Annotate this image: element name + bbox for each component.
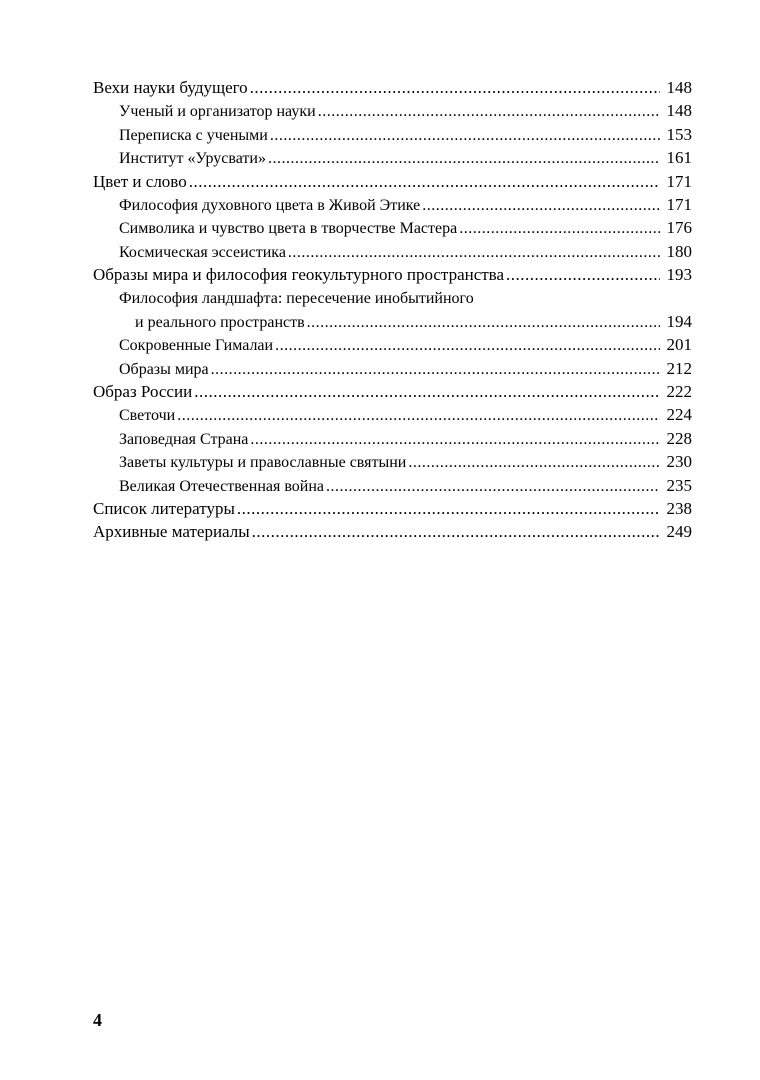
toc-entry[interactable] <box>93 333 692 356</box>
toc-leader-dots <box>268 147 660 170</box>
toc-entry-title: Переписка с учеными <box>119 126 268 144</box>
toc-leader-dots <box>252 520 660 543</box>
toc-entry[interactable] <box>93 193 692 216</box>
toc-entry-title: Ученый и организатор науки <box>119 103 316 121</box>
toc-entry[interactable] <box>93 123 692 146</box>
toc-entry[interactable] <box>93 170 692 193</box>
toc-entry-title: Философия ландшафта: пересечение инобытийного <box>119 289 474 307</box>
toc-leader-dots <box>211 358 660 381</box>
toc-leader-dots <box>275 334 660 357</box>
toc-leader-dots <box>270 124 660 147</box>
toc-entry-title: Цвет и слово <box>93 171 187 191</box>
toc-entry-title: Сокровенные Гималаи <box>119 337 274 355</box>
table-of-contents <box>93 76 692 544</box>
toc-leader-dots <box>459 217 660 240</box>
toc-entry-title: Архивные материалы <box>93 522 250 542</box>
toc-entry[interactable] <box>93 76 692 99</box>
toc-entry-title: Список литературы <box>93 499 235 519</box>
toc-entry-page: 180 <box>666 241 692 261</box>
toc-leader-dots <box>307 311 660 334</box>
toc-entry-page: 238 <box>666 499 692 519</box>
toc-leader-dots <box>237 497 660 520</box>
toc-entry-title: Образы мира <box>119 360 209 378</box>
toc-entry-page: 161 <box>666 148 692 168</box>
toc-entry[interactable] <box>93 450 692 473</box>
toc-entry-title: Заветы культуры и православные святыни <box>119 454 407 472</box>
toc-entry-title: Великая Отечественная война <box>119 477 325 495</box>
toc-entry-page: 228 <box>666 428 692 448</box>
toc-entry[interactable] <box>93 310 692 333</box>
toc-entry-page: 201 <box>666 335 692 355</box>
toc-entry[interactable] <box>93 99 692 122</box>
toc-entry-page: 176 <box>666 218 692 238</box>
toc-entry-first-line[interactable] <box>93 287 692 310</box>
toc-leader-dots <box>177 404 660 427</box>
toc-entry[interactable] <box>93 263 692 286</box>
toc-entry-title: Светочи <box>119 407 176 425</box>
toc-entry-page: 171 <box>666 171 692 191</box>
toc-entry-page: 222 <box>666 382 692 402</box>
toc-entry[interactable] <box>93 357 692 380</box>
toc-entry-page: 235 <box>666 475 692 495</box>
toc-leader-dots <box>408 451 660 474</box>
toc-entry-page: 153 <box>666 124 692 144</box>
toc-entry-title: Образ России <box>93 382 193 402</box>
toc-entry-title: и реального пространств <box>135 313 305 331</box>
toc-entry-page: 230 <box>666 452 692 472</box>
toc-leader-dots <box>189 170 660 193</box>
toc-entry-page: 171 <box>666 194 692 214</box>
toc-entry[interactable] <box>93 474 692 497</box>
toc-entry-page: 249 <box>666 522 692 542</box>
toc-entry[interactable] <box>93 520 692 543</box>
toc-leader-dots <box>422 194 660 217</box>
toc-entry[interactable] <box>93 216 692 239</box>
toc-entry[interactable] <box>93 240 692 263</box>
toc-entry-title: Заповедная Страна <box>119 430 249 448</box>
toc-entry-page: 148 <box>666 78 692 97</box>
toc-entry[interactable] <box>93 380 692 403</box>
toc-entry-title: Космическая эссеистика <box>119 243 286 261</box>
page-number: 4 <box>93 1010 102 1030</box>
toc-entry[interactable] <box>93 403 692 426</box>
toc-leader-dots <box>250 76 660 99</box>
toc-leader-dots <box>506 263 660 286</box>
toc-entry-page: 224 <box>666 405 692 425</box>
toc-entry[interactable] <box>93 427 692 450</box>
toc-entry-title: Институт «Урусвати» <box>119 150 266 168</box>
toc-entry[interactable] <box>93 146 692 169</box>
toc-entry-page: 194 <box>666 311 692 331</box>
toc-leader-dots <box>318 100 660 123</box>
toc-entry-title: Вехи науки будущего <box>93 78 248 97</box>
toc-entry-title: Философия духовного цвета в Живой Этике <box>119 196 421 214</box>
toc-leader-dots <box>194 380 660 403</box>
toc-entry-page: 212 <box>666 358 692 378</box>
toc-entry-title: Образы мира и философия геокультурного пространства <box>93 265 505 285</box>
toc-entry[interactable] <box>93 497 692 520</box>
toc-entry-page: 148 <box>666 101 692 121</box>
toc-leader-dots <box>250 428 660 451</box>
toc-entry-page: 193 <box>666 265 692 285</box>
toc-leader-dots <box>288 241 660 264</box>
toc-entry-title: Символика и чувство цвета в творчестве Мастера <box>119 220 458 238</box>
toc-leader-dots <box>326 475 660 498</box>
